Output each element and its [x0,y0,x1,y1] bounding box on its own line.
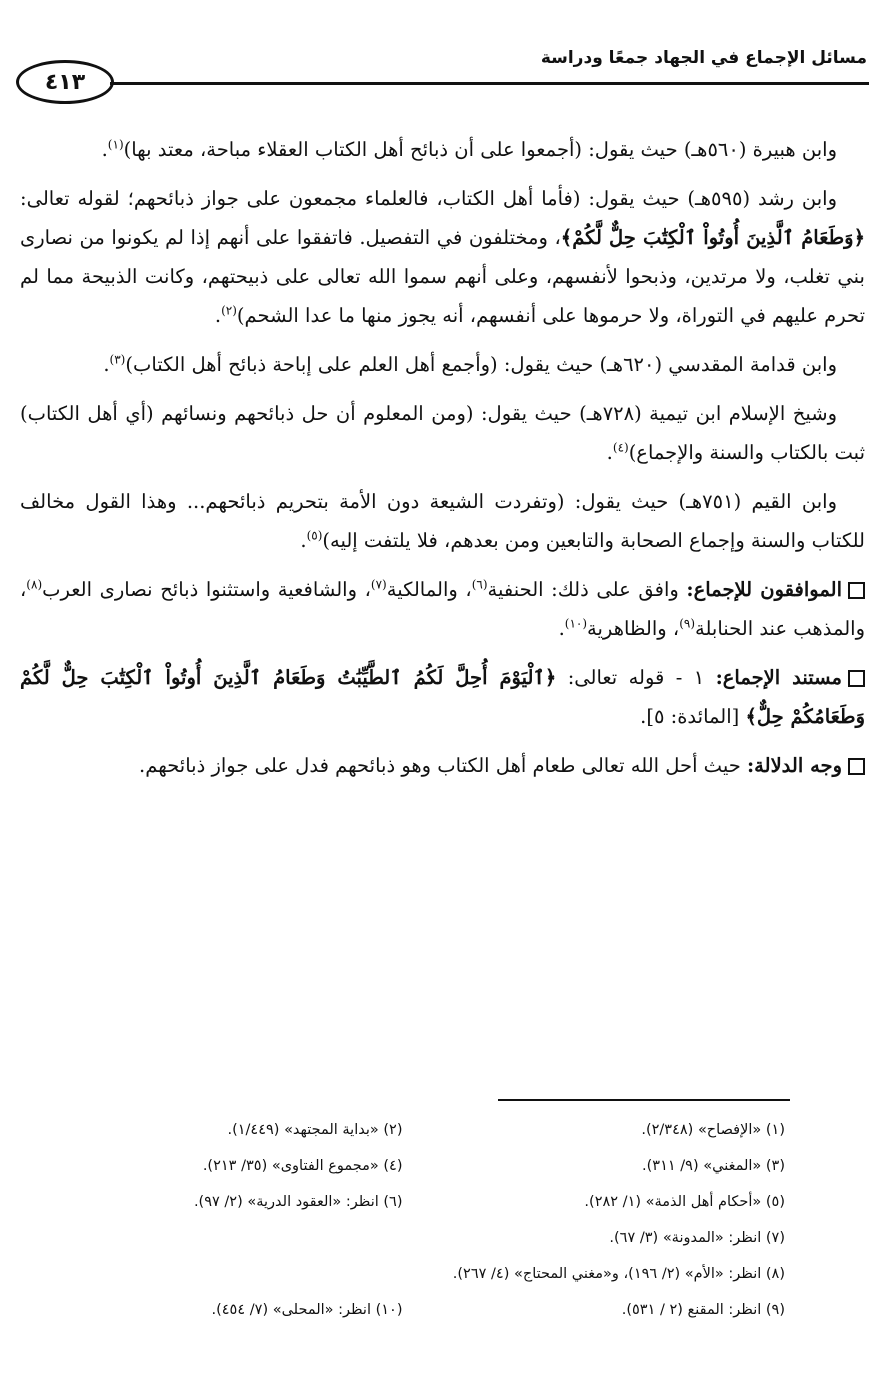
paragraph-text: وابن هبيرة (٥٦٠هـ) حيث يقول: (أجمعوا على أن ذبائح أهل الكتاب العقلاء مباحة، معتد بها) [123,138,837,161]
section-agreeing-schools [20,570,865,648]
paragraph-tail: . [214,304,222,327]
paragraph-text: وافق على ذلك: الحنفية [487,578,687,601]
square-bullet-icon [848,758,865,775]
paragraph-tail: . [300,529,307,552]
page-number: ٤١٣ [44,69,86,95]
section-heading: وجه الدلالة: [746,754,842,777]
footnote-ref: (١٠) [564,616,588,631]
footnote-ref: (١) [107,137,124,152]
footnote-row [20,1112,785,1148]
page-number-badge [16,60,114,104]
footnote-ref: (٢) [221,303,237,318]
ayah-close-bracket: ﴾ [745,705,757,728]
paragraph-text: حيث أحل الله تعالى طعام أهل الكتاب وهو ذبائحهم فدل على جواز ذبائحهم. [139,754,747,777]
footnote: (١٠) انظر: «المحلى» (٧/ ٤٥٤). [211,1302,403,1318]
square-bullet-icon [848,670,865,687]
quran-verse: ٱلْيَوْمَ أُحِلَّ لَكُمُ ٱلطَّيِّبَٰتُ وَطَعَامُ ٱلَّذِينَ أُوتُواْ ٱلْكِتَٰبَ حِلٌّ لَّكُمْ وَطَعَامُكُمْ حِلٌّ [20,666,865,728]
section-heading: الموافقون للإجماع: [686,578,842,601]
footnote-ref: (٩) [679,616,696,631]
header-rule [110,82,869,85]
footnote: (٣) «المغني» (٩/ ٣١١). [642,1158,785,1174]
quran-verse: وَطَعَامُ ٱلَّذِينَ أُوتُواْ ٱلْكِتَٰبَ حِلٌّ لَّكُمْ [572,226,854,249]
paragraph-text: ، والمالكية [386,578,472,601]
section-evidence [20,746,865,785]
paragraph-text: ، والشافعية واستثنوا ذبائح نصارى العرب [42,578,371,601]
footnote-ref: (٤) [612,440,629,455]
paragraph-text: وشيخ الإسلام ابن تيمية (٧٢٨هـ) حيث يقول: (ومن المعلوم أن حل ذبائحهم ونسائهم (أي أهل الكتاب) ثبت بالكتاب والسنة والإجماع) [20,402,865,464]
paragraph-ibn-taymiyya [20,394,865,472]
footnote-row [20,1148,785,1184]
footnotes [20,1112,785,1328]
section-basis-of-consensus [20,658,865,736]
footnote: (٩) انظر: المقنع (٢ / ٥٣١). [621,1302,785,1318]
paragraph-text: ، والمذهب عند الحنابلة [20,578,865,640]
footnote: (٢) «بداية المجتهد» (١/٤٤٩). [227,1122,403,1138]
footnote-row [20,1220,785,1256]
paragraph-text: ، ومختلفون في التفصيل. فاتفقوا على أنهم إذا لم يكونوا من نصارى بني تغلب، ولا مرتدين، وذبحوا لأنفسهم، وعلى أنهم سموا الله تعالى على ذبيحتهم، وكانت الذبيحة مما لم تحرم عليهم في التوراة، ولا حرموها على أنفسهم، أنه يجوز منها ما عدا الشحم) [20,226,865,327]
paragraph-ibn-al-qayyim [20,482,865,560]
footnote: (٤) «مجموع الفتاوى» (٣٥/ ٢١٣). [202,1158,403,1174]
footnote-separator [498,1099,790,1101]
ayah-open-bracket: ﴿ [853,226,865,249]
paragraph-text: وابن القيم (٧٥١هـ) حيث يقول: (وتفردت الشيعة دون الأمة بتحريم ذبائحهم... وهذا القول مخالف للكتاب والسنة وإجماع الصحابة والتابعين ومن بعدهم، فلا يلتفت إليه) [20,490,865,552]
paragraph-text: وابن قدامة المقدسي (٦٢٠هـ) حيث يقول: (وأجمع أهل العلم على إباحة ذبائح أهل الكتاب) [125,353,837,376]
footnote-row [20,1256,785,1292]
verse-citation: [المائدة: ٥]. [640,705,740,728]
main-text [20,130,865,795]
ayah-open-bracket: ﴿ [544,666,557,689]
footnote: (٦) انظر: «العقود الدرية» (٢/ ٩٧). [193,1194,403,1210]
footnote-row [20,1184,785,1220]
footnote: (١) «الإفصاح» (٢/٣٤٨). [641,1122,785,1138]
ayah-close-bracket: ﴾ [560,226,573,249]
footnote: (٧) انظر: «المدونة» (٣/ ٦٧). [609,1230,785,1246]
footnote-ref: (٦) [471,577,488,592]
paragraph-ibn-qudama [20,345,865,384]
running-header-title: مسائل الإجماع في الجهاد جمعًا ودراسة [540,48,867,68]
footnote-ref: (٥) [306,528,323,543]
square-bullet-icon [848,582,865,599]
paragraph-tail: . [103,353,110,376]
paragraph-tail: . [558,617,565,640]
footnote-ref: (٨) [26,577,43,592]
paragraph-ibn-rushd [20,179,865,335]
footnote-ref: (٧) [370,577,387,592]
paragraph-tail: . [606,441,613,464]
section-heading: مستند الإجماع: [715,666,843,689]
footnote-row [20,1292,785,1328]
footnote-ref: (٣) [109,352,126,367]
footnote: (٥) «أحكام أهل الذمة» (١/ ٢٨٢). [584,1194,785,1210]
footnote: (٨) انظر: «الأم» (٢/ ١٩٦)، و«مغني المحتاج» (٤/ ٢٦٧). [452,1266,785,1282]
paragraph-text: ١ - قوله تعالى: [567,666,716,689]
paragraph-text: وابن رشد (٥٩٥هـ) حيث يقول: (فأما أهل الكتاب، فالعلماء مجمعون على جواز ذبائحهم؛ لقوله تعالى: [20,187,837,210]
paragraph-tail: . [101,138,108,161]
paragraph-ibn-hubayra [20,130,865,169]
paragraph-text: ، والظاهرية [587,617,680,640]
